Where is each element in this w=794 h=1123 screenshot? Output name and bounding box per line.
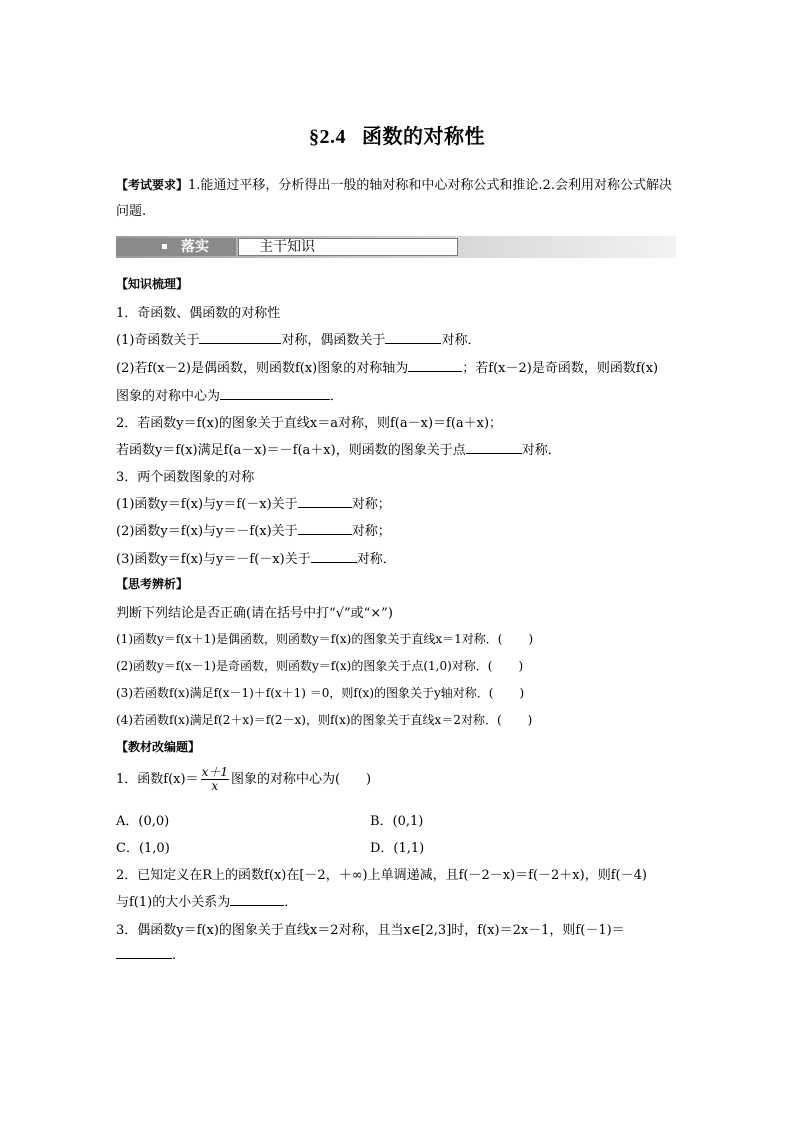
- thinking-q1: [116, 630, 533, 647]
- answer-blank: [199, 331, 281, 344]
- thinking-intro: 判断下列结论是否正确(请在括号中打“√”或“×”): [116, 606, 393, 621]
- text: ): [528, 632, 534, 646]
- answer-blank: [311, 550, 357, 563]
- requirement-tag: 【考试要求】: [116, 178, 189, 192]
- textbook-problem-2-cont: [116, 891, 297, 910]
- text: (2)若f(x－2)是偶函数，则函数f(x)图象的对称轴为: [116, 361, 409, 376]
- answer-blank: [230, 893, 284, 906]
- text: (2)函数y＝f(x－1)是奇函数，则函数y＝f(x)的图象关于点(1,0)对称．(: [116, 659, 493, 673]
- text: 对称；: [351, 524, 391, 539]
- answer-blank: [408, 359, 462, 372]
- thinking-q2: [116, 657, 523, 674]
- text: (1)函数y＝f(x)与y＝f(－x)关于: [116, 497, 298, 512]
- text: 若函数y＝f(x)满足f(a－x)＝－f(a＋x)，则函数的图象关于点: [116, 443, 466, 458]
- answer-blank: [220, 387, 330, 400]
- page-title: [0, 120, 794, 149]
- text: ；若f(x－2)是奇函数，则函数f(x): [462, 361, 659, 376]
- text: 图象的对称中心为: [116, 389, 221, 404]
- answer-blank: [385, 331, 441, 344]
- text: ．: [284, 895, 298, 910]
- answer-blank: [116, 946, 172, 959]
- knowledge-item-2-cont: [116, 439, 561, 458]
- option-c: C．(1,0): [116, 841, 170, 856]
- text: (2)函数y＝f(x)与y＝－f(x)关于: [116, 524, 298, 539]
- text: (3)若函数f(x)满足f(x－1)＋f(x＋1) ＝0，则f(x)的图象关于y轴对称．(: [116, 686, 494, 700]
- knowledge-item-1: 1．奇函数、偶函数的对称性: [116, 306, 281, 321]
- banner-left-label: 落实: [181, 239, 209, 255]
- textbook-heading: 【教材改编题】: [116, 740, 201, 754]
- knowledge-item-1-1: [116, 329, 480, 348]
- knowledge-item-3-2: [116, 520, 391, 539]
- textbook-problem-2: 2．已知定义在R上的函数f(x)在[－2，＋∞)上单调递减，且f(－2－x)＝f(－2＋x)，则f(－4): [116, 868, 647, 883]
- text: .: [172, 948, 177, 963]
- banner-left: [116, 238, 236, 256]
- fraction-denominator: x: [211, 779, 219, 793]
- section-number: §2.4: [309, 126, 346, 148]
- text: ): [518, 659, 524, 673]
- thinking-heading: 【思考辨析】: [116, 577, 189, 591]
- text: (4)若函数f(x)满足f(2＋x)＝f(2－x)，则f(x)的图象关于直线x＝2对称．(: [116, 713, 502, 727]
- knowledge-item-3-3: [116, 548, 396, 567]
- exam-requirement: [116, 172, 681, 225]
- text: 图象的对称中心为( ): [230, 772, 372, 787]
- answer-blank: [298, 522, 352, 535]
- answer-blank: [298, 495, 352, 508]
- text: ．: [330, 389, 344, 404]
- text: (3)函数y＝f(x)与y＝－f(－x)关于: [116, 552, 311, 567]
- text: 1．函数f(x)＝: [116, 772, 199, 787]
- knowledge-item-3-1: [116, 493, 391, 512]
- knowledge-item-2: 2．若函数y＝f(x)的图象关于直线x＝a对称，则f(a－x)＝f(a＋x)；: [116, 416, 503, 431]
- text: 对称．: [521, 443, 561, 458]
- textbook-problem-3-cont: [116, 946, 176, 963]
- knowledge-item-1-2: [116, 357, 658, 376]
- option-b: B．(0,1): [370, 814, 424, 829]
- requirement-text: 1.能通过平移，分析得出一般的轴对称和中心对称公式和推论.2.会利用对称公式解决问题.: [116, 178, 672, 219]
- text: 与f(1)的大小关系为: [116, 895, 231, 910]
- section-title: 函数的对称性: [362, 124, 485, 148]
- thinking-q4: [116, 711, 532, 728]
- text: 对称．: [356, 552, 396, 567]
- text: (1)函数y＝f(x＋1)是偶函数，则函数y＝f(x)的图象关于直线x＝1对称．(: [116, 632, 503, 646]
- text: 对称．: [441, 333, 481, 348]
- fraction: [201, 766, 229, 793]
- knowledge-item-1-2-cont: [116, 385, 343, 404]
- text: ): [519, 686, 525, 700]
- option-a: A．(0,0): [116, 814, 170, 829]
- fraction-numerator: x＋1: [201, 765, 228, 779]
- knowledge-item-3: 3．两个函数图象的对称: [116, 470, 255, 485]
- section-banner: [116, 236, 676, 258]
- text: (1)奇函数关于: [116, 333, 200, 348]
- textbook-problem-3: 3．偶函数y＝f(x)的图象关于直线x＝2对称，且当x∈[2,3]时，f(x)＝2x－1，则f(－1)＝: [116, 923, 625, 938]
- banner-right: [238, 238, 458, 256]
- textbook-problem-1: [116, 766, 371, 793]
- square-bullet-icon: [162, 244, 167, 249]
- thinking-q3: [116, 684, 524, 701]
- answer-blank: [466, 441, 522, 454]
- option-d: D．(1,1): [370, 841, 425, 856]
- banner-right-label: 主干知识: [259, 239, 315, 255]
- knowledge-heading: 【知识梳理】: [116, 277, 189, 291]
- text: 对称；: [351, 497, 391, 512]
- text: 对称，偶函数关于: [281, 333, 386, 348]
- text: ): [527, 713, 533, 727]
